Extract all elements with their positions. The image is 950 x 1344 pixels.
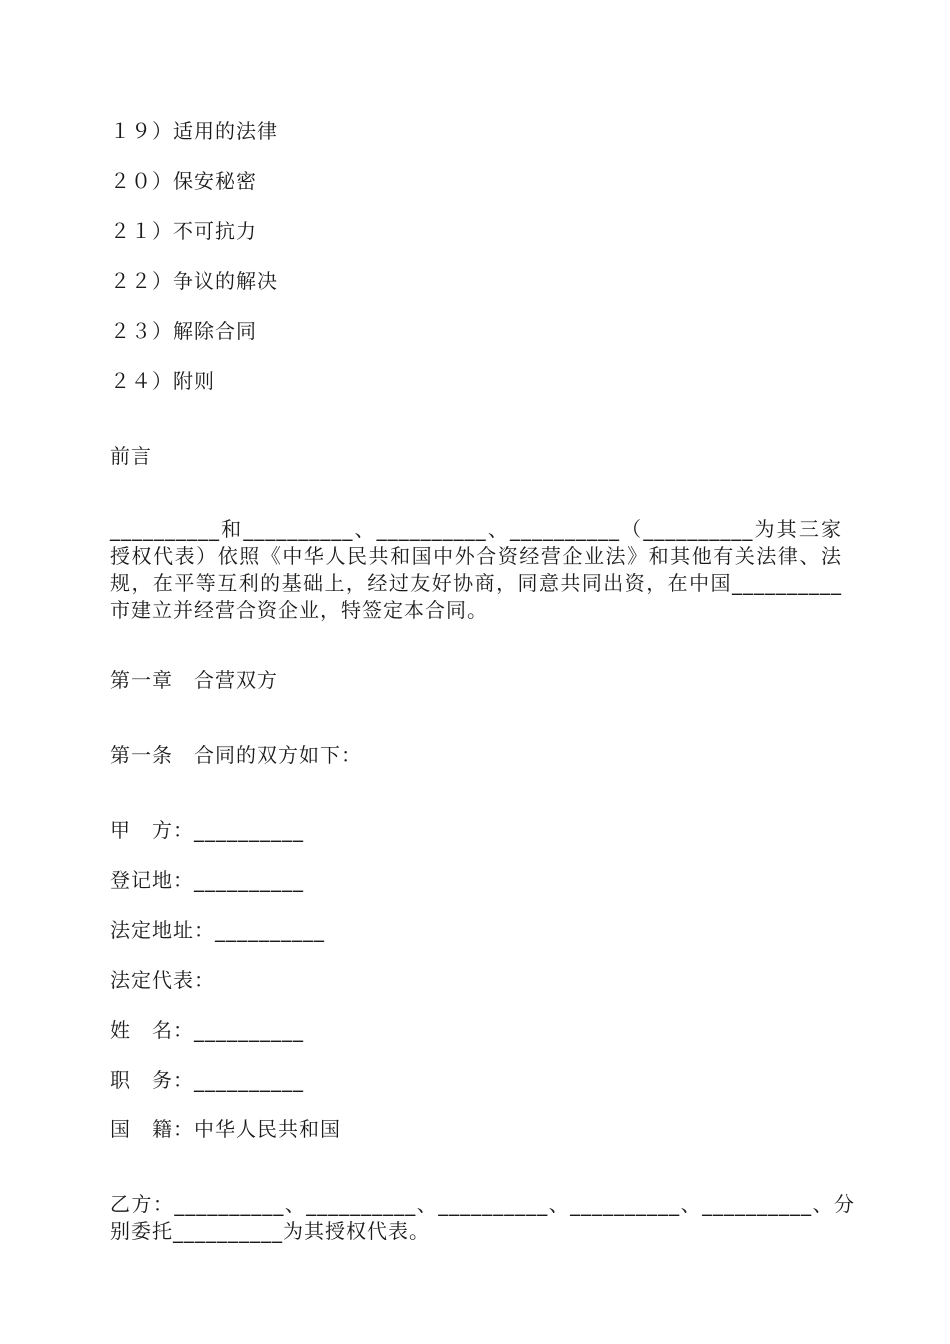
party-a-representative-label: 法定代表：: [110, 968, 215, 992]
party-a-rep-title-field: 职 务：__________: [110, 1068, 304, 1092]
preface-heading: 前言: [110, 444, 152, 468]
party-a-nationality-field: 国 籍：中华人民共和国: [110, 1117, 341, 1141]
toc-item-20: ２０）保安秘密: [110, 169, 257, 193]
toc-item-19: １９）适用的法律: [110, 119, 278, 143]
toc-item-24: ２４）附则: [110, 369, 215, 393]
chapter-one-title: 第一章 合营双方: [110, 668, 278, 692]
party-a-registration-field: 登记地：__________: [110, 868, 304, 892]
toc-item-23: ２３）解除合同: [110, 319, 257, 343]
preface-paragraph: __________和__________、__________、__________（__________为其三家授权代表）依照《中华人民共和国中外合资经营企业法》和其他有关法律、法规，在平等互利的基础上，经过友好协商，同意共同出资，在中国__________市建立并经营合资企业，特签定本合同。: [110, 517, 842, 622]
party-a-rep-name-field: 姓 名：__________: [110, 1018, 304, 1042]
party-b-paragraph: 乙方：__________、__________、__________、__________、__________、分别委托__________为其授权代表。: [110, 1192, 855, 1243]
party-a-name-field: 甲 方：__________: [110, 818, 304, 842]
party-a-address-field: 法定地址：__________: [110, 918, 325, 942]
article-one-title: 第一条 合同的双方如下：: [110, 743, 362, 767]
toc-item-21: ２１）不可抗力: [110, 219, 257, 243]
toc-item-22: ２２）争议的解决: [110, 269, 278, 293]
